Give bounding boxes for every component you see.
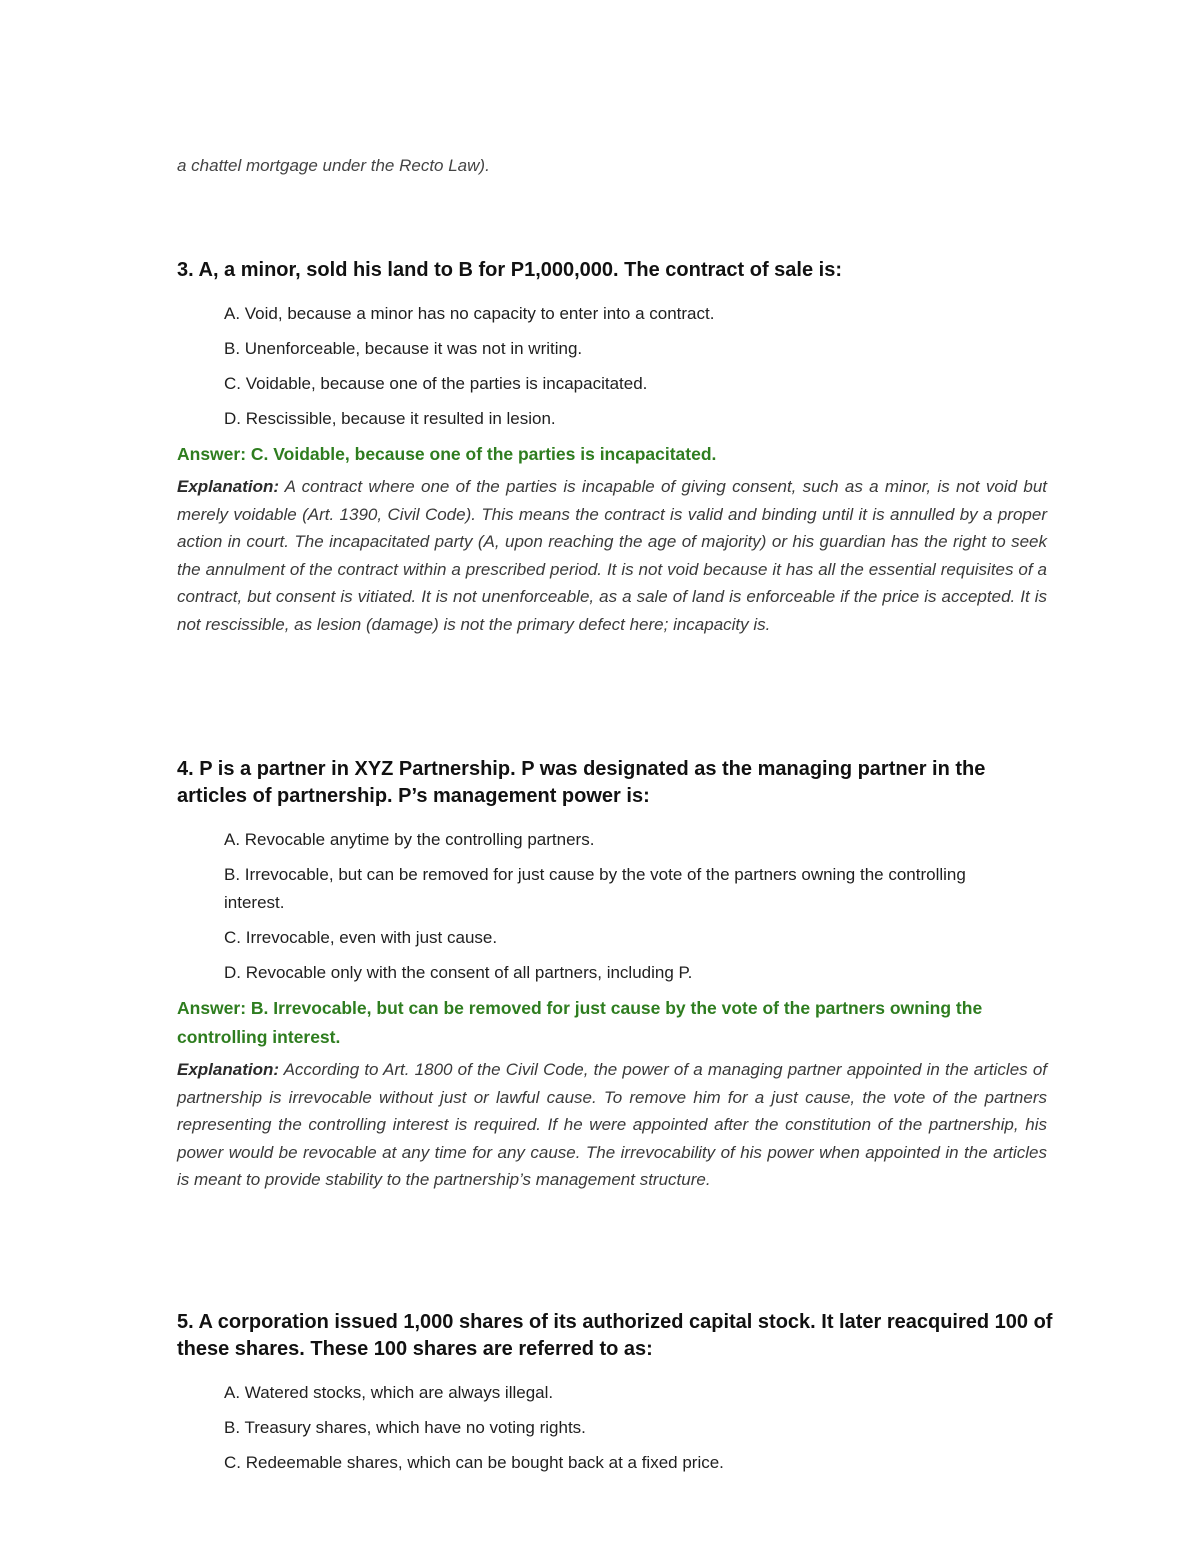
explanation-text [177,1056,1047,1194]
carryover-text: a chattel mortgage under the Recto Law). [177,156,490,175]
option-d: D. Rescissible, because it resulted in lesion. [224,409,556,428]
option-d: D. Revocable only with the consent of all partners, including P. [224,963,693,982]
answer-text: Answer: B. Irrevocable, but can be removed for just cause by the vote of the partners owning the controlling interest. [177,998,983,1047]
explanation-body: A contract where one of the parties is incapable of giving consent, such as a minor, is not void but merely voidable (Art. 1390, Civil Code). This means the contract is valid and binding until it is annulled by a proper action in court. The incapacitated party (A, upon reaching the age of majority) or his guardian has the right to seek the annulment of the contract within a prescribed period. It is not void because it has all the essential requisites of a contract, but consent is vitiated. It is not unenforceable, as a sale of land is enforceable if the price is accepted. It is not rescissible, as lesion (damage) is not the primary defect here; incapacity is. [177,477,1047,634]
option-c: C. Irrevocable, even with just cause. [224,928,498,947]
question-title: 5. A corporation issued 1,000 shares of its authorized capital stock. It later reacquired 100 of these shares. These 100 shares are referred to as: [177,1311,1053,1360]
option-b: B. Irrevocable, but can be removed for just cause by the vote of the partners owning the controlling interest. [224,865,966,912]
option-a: A. Void, because a minor has no capacity to enter into a contract. [224,304,715,323]
explanation-label: Explanation: [177,477,280,496]
options-list [224,300,1024,433]
option-c: C. Redeemable shares, which can be bought back at a fixed price. [224,1453,724,1472]
options-list [224,826,1024,987]
option-a: A. Revocable anytime by the controlling partners. [224,830,595,849]
question-4 [177,756,1057,1194]
explanation-label: Explanation: [177,1060,280,1079]
question-5 [177,1309,1057,1484]
option-c: C. Voidable, because one of the parties is incapacitated. [224,374,648,393]
option-b: B. Unenforceable, because it was not in writing. [224,339,583,358]
question-3 [177,257,1057,638]
option-a: A. Watered stocks, which are always illegal. [224,1383,554,1402]
question-title: 4. P is a partner in XYZ Partnership. P was designated as the managing partner in the articles of partnership. P’s management power is: [177,758,986,807]
options-list [224,1379,1024,1477]
question-title: 3. A, a minor, sold his land to B for P1,000,000. The contract of sale is: [177,259,842,281]
answer-text: Answer: C. Voidable, because one of the parties is incapacitated. [177,444,717,464]
explanation-text [177,473,1047,638]
explanation-body: According to Art. 1800 of the Civil Code, the power of a managing partner appointed in the articles of partnership is irrevocable without just or lawful cause. To remove him for a just cause, the vote of the partners representing the controlling interest is required. If he were appointed after the constitution of the partnership, his power would be revocable at any time for any cause. The irrevocability of his power when appointed in the articles is meant to provide stability to the partnership’s management structure. [177,1060,1048,1189]
option-b: B. Treasury shares, which have no voting rights. [224,1418,586,1437]
